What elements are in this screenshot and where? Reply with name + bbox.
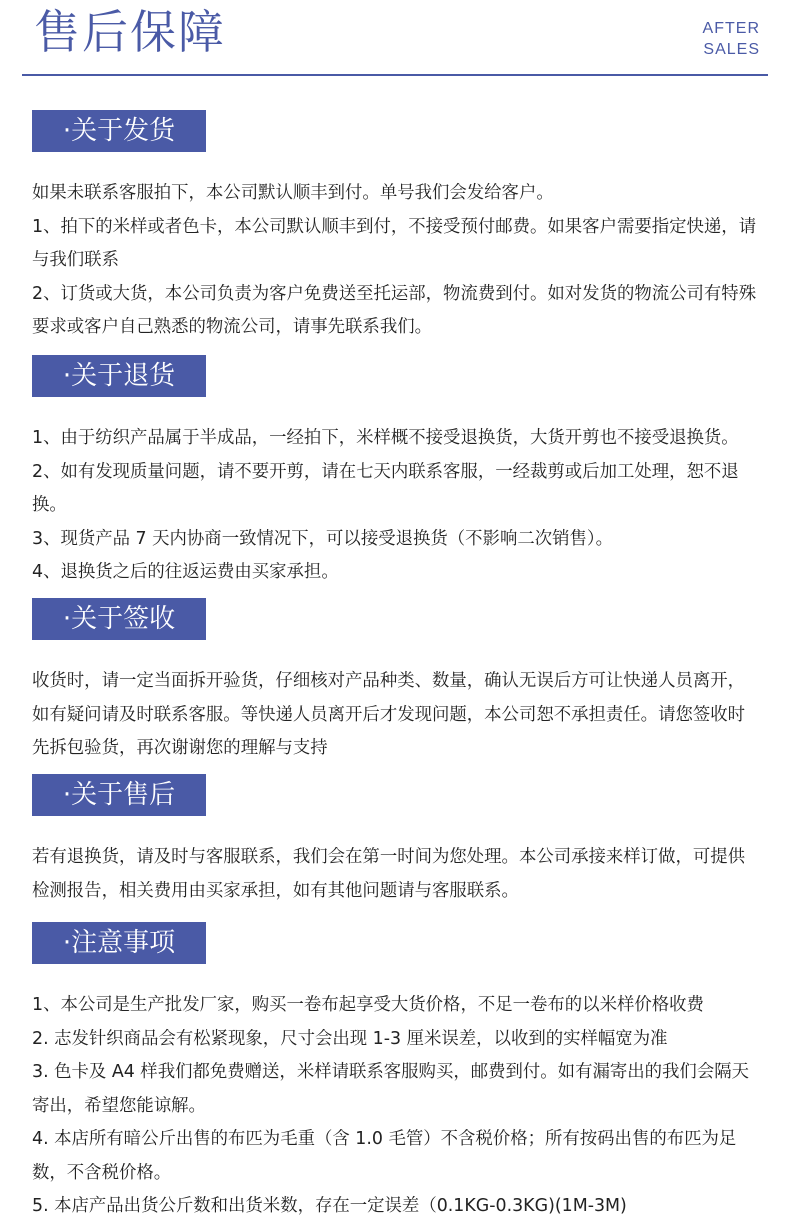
section-notes (32, 922, 762, 1224)
paragraph: 2、如有发现质量问题，请不要开剪，请在七天内联系客服，一经裁剪或后加工处理，恕不退换。 (32, 461, 739, 515)
section-body (32, 665, 762, 766)
page-header (22, 0, 768, 76)
paragraph: 收货时，请一定当面拆开验货，仔细核对产品种类、数量，确认无误后方可让快递人员离开，如有疑问请及时联系客服。等快递人员离开后才发现问题，本公司恕不承担责任。请您签收时先拆包验货，再次谢谢您的理解与支持 (32, 671, 746, 758)
section-returns (32, 355, 762, 590)
paragraph: 1、拍下的米样或者色卡，本公司默认顺丰到付，不接受预付邮费。如果客户需要指定快递，请与我们联系 (32, 216, 757, 270)
section-heading: ·关于退货 (32, 355, 206, 397)
section-heading: ·关于签收 (32, 598, 206, 640)
header-english-line-1: AFTER (702, 20, 760, 37)
paragraph: 4. 本店所有暗公斤出售的布匹为毛重（含 1.0 毛管）不含税价格；所有按码出售的布匹为足数，不含税价格。 (32, 1129, 737, 1183)
section-body (32, 841, 762, 908)
paragraph: 1、本公司是生产批发厂家，购买一卷布起享受大货价格，不足一卷布的以米样价格收费 (32, 995, 704, 1015)
section-heading: ·注意事项 (32, 922, 206, 964)
section-body (32, 989, 762, 1224)
paragraph: 5. 本店产品出货公斤数和出货米数，存在一定误差（0.1KG-0.3KG)(1M-3M) (32, 1196, 627, 1216)
section-heading: ·关于售后 (32, 774, 206, 816)
paragraph: 3、现货产品 7 天内协商一致情况下，可以接受退换货（不影响二次销售）。 (32, 528, 613, 549)
paragraph: 2. 志发针织商品会有松紧现象，尺寸会出现 1-3 厘米误差，以收到的实样幅宽为准 (32, 1028, 668, 1049)
paragraph: 若有退换货，请及时与客服联系，我们会在第一时间为您处理。本公司承接来样订做，可提供检测报告，相关费用由买家承担，如有其他问题请与客服联系。 (32, 847, 746, 901)
section-receipt (32, 598, 762, 766)
section-body (32, 422, 762, 590)
section-body (32, 177, 762, 345)
header-english-label (703, 18, 760, 60)
section-shipping (32, 110, 762, 345)
paragraph: 1、由于纺织产品属于半成品，一经拍下，米样概不接受退换货，大货开剪也不接受退换货。 (32, 428, 739, 448)
paragraph: 2、订货或大货，本公司负责为客户免费送至托运部，物流费到付。如对发货的物流公司有特殊要求或客户自己熟悉的物流公司，请事先联系我们。 (32, 283, 757, 337)
paragraph: 3. 色卡及 A4 样我们都免费赠送，米样请联系客服购买，邮费到付。如有漏寄出的我们会隔天寄出，希望您能谅解。 (32, 1062, 749, 1116)
section-heading: ·关于发货 (32, 110, 206, 152)
section-after-sales (32, 774, 762, 908)
paragraph: 4、退换货之后的往返运费由买家承担。 (32, 562, 339, 582)
page-title: 售后保障 (34, 5, 226, 59)
header-english-line-2: SALES (703, 41, 760, 58)
paragraph: 如果未联系客服拍下，本公司默认顺丰到付。单号我们会发给客户。 (32, 183, 554, 203)
